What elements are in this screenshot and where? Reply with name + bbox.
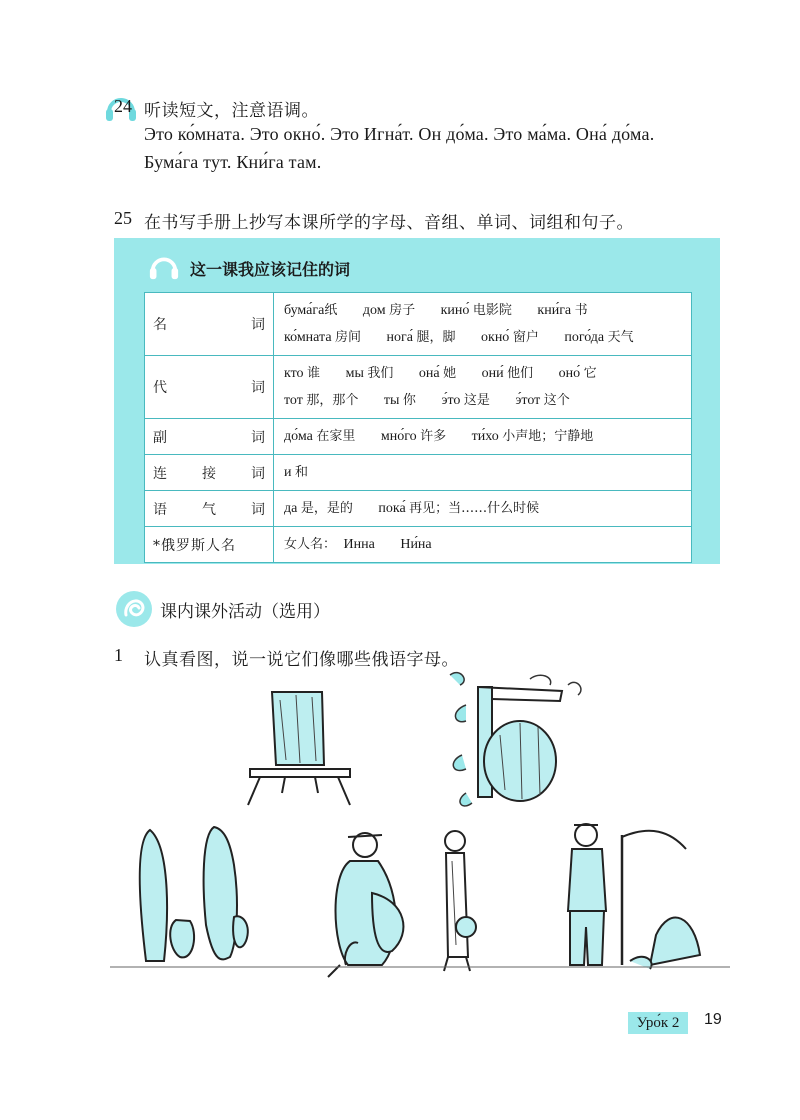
- word: [387, 330, 456, 345]
- exercise-25-instruction: 在书写手册上抄写本课所学的字母、音组、单词、词组和句子。: [144, 213, 634, 233]
- word: [472, 429, 594, 444]
- headphones-icon: [148, 250, 180, 282]
- word: [284, 303, 337, 318]
- word-line: [284, 360, 681, 387]
- words-cell: [274, 419, 692, 455]
- word-line: [284, 531, 681, 558]
- word-zh: 书: [574, 303, 588, 318]
- words-cell: [274, 356, 692, 419]
- word-zh: 是，是的: [300, 501, 353, 516]
- word-ru: Ни́на: [400, 537, 432, 552]
- word-zh: 它: [583, 366, 597, 381]
- category-cell: [145, 527, 274, 563]
- category-cell: [145, 419, 274, 455]
- word: [515, 393, 569, 408]
- word: [284, 501, 353, 516]
- word-zh: 房子: [389, 303, 416, 318]
- vocabulary-title: 这一课我应该记住的词: [190, 260, 351, 279]
- exercise-24-line-2: Бума́га тут. Кни́га там.: [144, 152, 322, 172]
- word-line: [284, 387, 681, 414]
- word-line: [284, 495, 681, 522]
- word-ru: оно́: [558, 366, 581, 381]
- word-ru: Инна: [343, 537, 375, 552]
- word-zh: 这是: [463, 393, 490, 408]
- word-zh: 这个: [543, 393, 570, 408]
- word: [381, 429, 446, 444]
- category-cell: [145, 356, 274, 419]
- word-ru: тот: [284, 393, 303, 408]
- word-ru: дом: [362, 303, 386, 318]
- exercise-24-number: 24: [114, 96, 132, 116]
- word: [441, 303, 512, 318]
- word-zh: 你: [402, 393, 416, 408]
- word-ru: они́: [481, 366, 504, 381]
- word: [284, 429, 355, 444]
- word-ru: мы: [345, 366, 364, 381]
- word-ru: кино́: [440, 303, 470, 318]
- word-zh: 和: [295, 465, 309, 480]
- category-char: 词: [251, 465, 265, 482]
- word-ru: пока́: [378, 501, 406, 516]
- word: [400, 537, 431, 552]
- category-char: 语: [153, 501, 167, 518]
- word: [564, 330, 633, 345]
- category-char: 气: [202, 501, 216, 518]
- category-char: 代: [153, 380, 167, 396]
- word-ru: э́тот: [515, 393, 541, 408]
- word: [363, 303, 415, 318]
- category-cell: [145, 455, 274, 491]
- word-ru: ко́мната: [284, 330, 332, 345]
- chair-letter-drawing: [248, 692, 350, 805]
- word-zh: 房间: [335, 330, 362, 345]
- word-ru: мно́го: [380, 429, 417, 444]
- words-cell: [274, 491, 692, 527]
- word: [378, 501, 539, 516]
- category-char: 词: [251, 501, 265, 518]
- word-ru: ти́хо: [471, 429, 499, 444]
- word-line: [284, 324, 681, 351]
- word-line: [284, 459, 681, 486]
- words-cell: [274, 293, 692, 356]
- word-zh: 腿，脚: [416, 330, 456, 345]
- lesson-tag: Уро́к 2: [628, 1012, 688, 1034]
- word: [481, 330, 539, 345]
- words-cell: [274, 455, 692, 491]
- vocabulary-table: [144, 292, 692, 563]
- category-char: 词: [251, 380, 265, 396]
- word-ru: она́: [418, 366, 440, 381]
- word: [284, 393, 358, 408]
- word-zh: 窗户: [512, 330, 539, 345]
- letter-illustration: [110, 665, 730, 985]
- table-row: [145, 527, 692, 563]
- exercise-25-number: 25: [114, 208, 132, 228]
- word-line: [284, 297, 681, 324]
- word-ru: э́то: [441, 393, 461, 408]
- activity-swirl-icon: [114, 589, 154, 629]
- word-zh: 谁: [307, 366, 321, 381]
- word-zh: 再见；当……什么时候: [409, 501, 540, 516]
- category-cell: [145, 293, 274, 356]
- rock-letter-drawing: [140, 827, 248, 961]
- table-row: [145, 356, 692, 419]
- vine-letter-drawing: [450, 673, 581, 806]
- word: [482, 366, 534, 381]
- word-zh: 电影院: [472, 303, 512, 318]
- word: [284, 537, 336, 552]
- category-char: 接: [202, 465, 216, 482]
- word: [537, 303, 587, 318]
- exercise-24-instruction: 听读短文，注意语调。: [144, 101, 319, 121]
- word-zh: 纸: [324, 303, 338, 318]
- word-ru: бума́га: [284, 303, 325, 318]
- word-ru: до́ма: [284, 429, 313, 444]
- word-ru: пого́да: [564, 330, 605, 345]
- word-ru: да: [284, 501, 298, 516]
- word: [419, 366, 456, 381]
- words-cell: [274, 527, 692, 563]
- word-zh: 女人名：: [284, 537, 337, 552]
- task-1-number: 1: [114, 645, 123, 665]
- farmer-letter-drawing: [568, 824, 700, 969]
- task-1-instruction: 认真看图，说一说它们像哪些俄语字母。: [144, 650, 459, 670]
- word: [344, 537, 375, 552]
- word: [346, 366, 394, 381]
- word-zh: 在家里: [316, 429, 356, 444]
- word: [559, 366, 597, 381]
- word-zh: 天气: [607, 330, 634, 345]
- table-row: [145, 419, 692, 455]
- word-zh: 那，那个: [306, 393, 359, 408]
- word: [384, 393, 416, 408]
- category-text: *俄罗斯人名: [153, 537, 236, 554]
- table-row: [145, 293, 692, 356]
- men-letter-drawing: [328, 831, 476, 977]
- table-row: [145, 491, 692, 527]
- category-char: 副: [153, 429, 167, 446]
- category-char: 名: [153, 317, 167, 333]
- word: [284, 465, 308, 480]
- page-number: 19: [704, 1011, 722, 1028]
- word-zh: 她: [443, 366, 457, 381]
- category-char: 词: [251, 429, 265, 446]
- category-char: 连: [153, 465, 167, 482]
- activity-title: 课内课外活动（选用）: [160, 602, 330, 622]
- word-ru: окно́: [481, 330, 510, 345]
- category-char: 词: [251, 317, 265, 333]
- word-zh: 他们: [507, 366, 534, 381]
- word-zh: 我们: [367, 366, 394, 381]
- exercise-24-line-1: Это ко́мната. Это окно́. Это Игна́т. Он до́ма. Это ма́ма. Она́ до́ма.: [144, 124, 655, 144]
- word-ru: и: [284, 465, 292, 480]
- table-row: [145, 455, 692, 491]
- word: [441, 393, 489, 408]
- word-line: [284, 423, 681, 450]
- word-ru: нога́: [386, 330, 413, 345]
- word-ru: кни́га: [537, 303, 572, 318]
- category-cell: [145, 491, 274, 527]
- word-ru: ты: [383, 393, 400, 408]
- word-zh: 小声地；宁静地: [502, 429, 594, 444]
- word: [284, 366, 320, 381]
- word-ru: кто: [284, 366, 304, 381]
- word-zh: 许多: [420, 429, 447, 444]
- word: [284, 330, 361, 345]
